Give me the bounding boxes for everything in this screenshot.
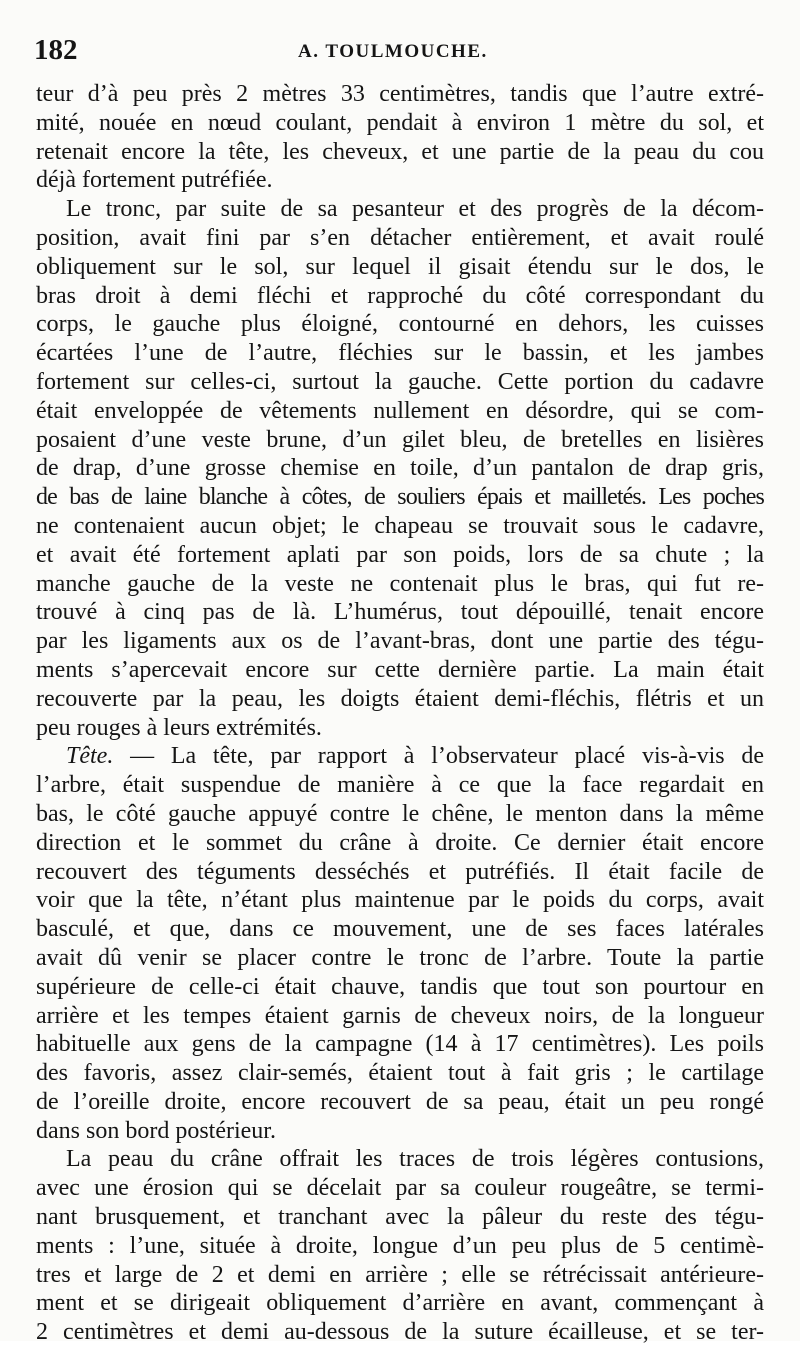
text-line: 2 centimètres et demi au-dessous de la suture écailleuse, et se ter- — [36, 1319, 764, 1346]
text-line: manche gauche de la veste ne contenait plus le bras, qui fut re- — [36, 570, 764, 597]
text-line: mité, nouée en nœud coulant, pendait à environ 1 mètre du sol, et — [36, 109, 764, 136]
text-line: peu rouges à leurs extrémités. — [36, 714, 322, 741]
text-line: supérieure de celle-ci était chauve, tandis que tout son pourtour en — [36, 973, 764, 1000]
text-line: fortement sur celles-ci, surtout la gauche. Cette portion du cadavre — [36, 368, 764, 395]
text-line: nant brusquement, et tranchant avec la pâleur du reste des tégu- — [36, 1204, 764, 1231]
text-line: avait dû venir se placer contre le tronc de l’arbre. Toute la partie — [36, 944, 764, 971]
text-line: bras droit à demi fléchi et rapproché du côté correspondant du — [36, 282, 764, 309]
text-line: et avait été fortement aplati par son poids, lors de sa chute ; la — [36, 541, 764, 568]
running-head: A. TOULMOUCHE. — [298, 41, 488, 62]
section-lead-tete: Tête. — [66, 743, 114, 770]
text-line: recouvert des téguments desséchés et putréfiés. Il était facile de — [36, 858, 764, 885]
text-line: écartées l’une de l’autre, fléchies sur le bassin, et les jambes — [36, 340, 764, 367]
text-line: était enveloppée de vêtements nullement en désordre, qui se com- — [36, 397, 764, 424]
text-line: recouverte par la peau, les doigts étaient demi-fléchis, flétris et un — [36, 685, 764, 712]
text-line: ment et se dirigeait obliquement d’arrière en avant, commençant à — [36, 1290, 764, 1317]
page-number: 182 — [34, 34, 78, 66]
text-line — [36, 742, 764, 771]
text-line: déjà fortement putréfiée. — [36, 167, 273, 194]
paragraph-peau-crane — [36, 1145, 764, 1347]
text-line: La peau du crâne offrait les traces de trois légères contusions, — [66, 1146, 764, 1173]
page-header — [34, 34, 760, 74]
text-line: des favoris, assez clair-semés, étaient tout à fait gris ; le cartilage — [36, 1060, 764, 1087]
text-line-rest: — La tête, par rapport à l’observateur placé vis-à-vis de — [113, 743, 764, 770]
text-line: position, avait fini par s’en détacher entièrement, et avait roulé — [36, 224, 764, 251]
text-line: l’arbre, était suspendue de manière à ce que la face regardait en — [36, 772, 764, 799]
text-line: par les ligaments aux os de l’avant-bras, dont une partie des tégu- — [36, 628, 764, 655]
text-line: de drap, d’une grosse chemise en toile, d’un pantalon de drap gris, — [36, 455, 764, 482]
text-line: corps, le gauche plus éloigné, contourné en dehors, les cuisses — [36, 311, 764, 338]
text-line: voir que la tête, n’étant plus maintenue par le poids du corps, avait — [36, 887, 764, 914]
text-line: ne contenaient aucun objet; le chapeau se trouvait sous le cadavre, — [36, 512, 764, 539]
text-line: habituelle aux gens de la campagne (14 à 17 centimètres). Les poils — [36, 1031, 764, 1058]
text-line: Le tronc, par suite de sa pesanteur et des progrès de la décom- — [66, 196, 764, 223]
text-line: avec une érosion qui se décelait par sa couleur rougeâtre, se termi- — [36, 1175, 764, 1202]
paragraph-tete — [36, 742, 764, 1145]
text-line: dans son bord postérieur. — [36, 1117, 276, 1144]
text-line: posaient d’une veste brune, d’un gilet bleu, de bretelles en lisières — [36, 426, 764, 453]
page-body — [36, 80, 764, 1347]
paragraph-tronc — [36, 195, 764, 742]
text-line: de l’oreille droite, encore recouvert de sa peau, était un peu rongé — [36, 1088, 764, 1115]
paragraph-continuation — [36, 80, 764, 195]
text-line: ments : l’une, située à droite, longue d’un peu plus de 5 centimè- — [36, 1232, 764, 1259]
text-line: obliquement sur le sol, sur lequel il gisait étendu sur le dos, le — [36, 253, 764, 280]
text-line: de bas de laine blanche à côtes, de souliers épais et mailletés. Les poches — [36, 484, 764, 511]
text-line: trouvé à cinq pas de là. L’humérus, tout dépouillé, tenait encore — [36, 599, 764, 626]
text-line: teur d’à peu près 2 mètres 33 centimètres, tandis que l’autre extré- — [36, 81, 764, 107]
text-line: tres et large de 2 et demi en arrière ; elle se rétrécissait antérieure- — [36, 1261, 764, 1288]
text-line: bas, le côté gauche appuyé contre le chêne, le menton dans la même — [36, 800, 764, 827]
text-line: arrière et les tempes étaient garnis de cheveux noirs, de la longueur — [36, 1002, 764, 1029]
text-line: direction et le sommet du crâne à droite. Ce dernier était encore — [36, 829, 764, 856]
text-line: basculé, et que, dans ce mouvement, une de ses faces latérales — [36, 916, 764, 943]
text-line: retenait encore la tête, les cheveux, et une partie de la peau du cou — [36, 138, 764, 165]
text-line: ments s’apercevait encore sur cette dernière partie. La main était — [36, 656, 764, 683]
